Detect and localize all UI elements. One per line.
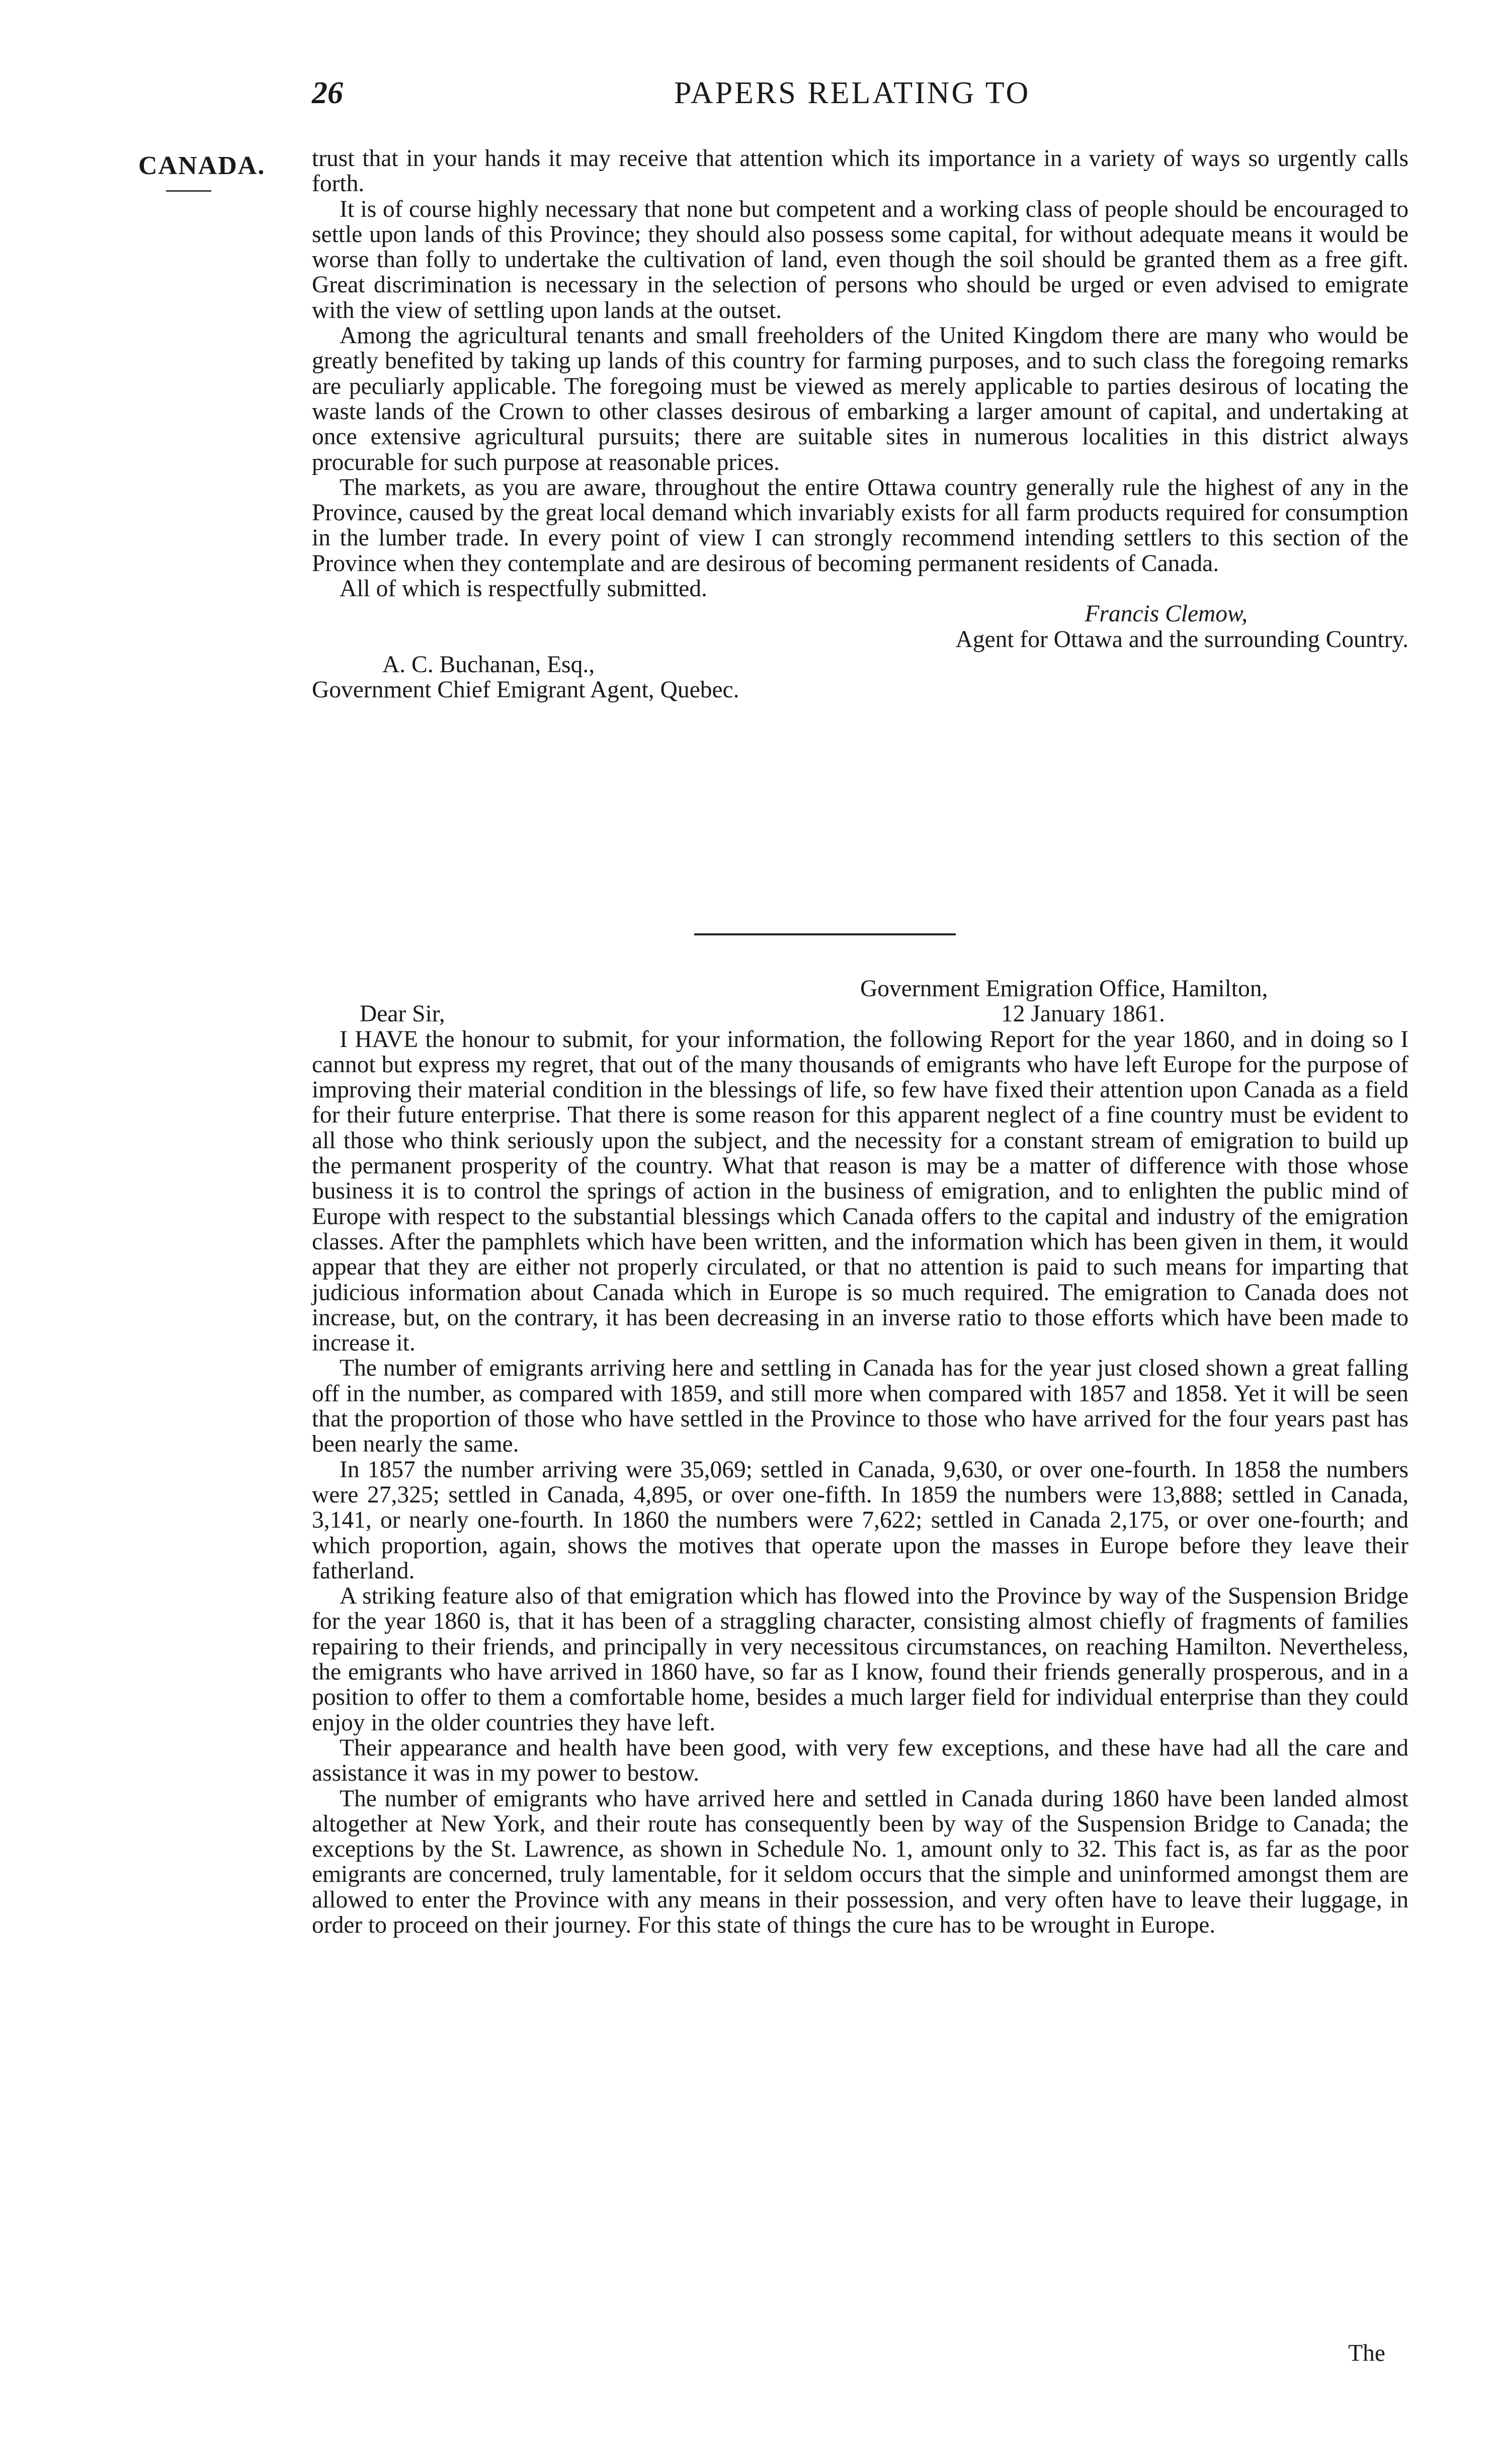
paragraph: In 1857 the number arriving were 35,069; settled in Canada, 9,630, or over one-fourth. In 1858 the numbers were 27,325; settled in Canada, 4,895, or over one-fifth. In 1859 the numbers were 13,888; settled in Canada, 3,141, or nearly one-fourth. In 1860 the numbers were 7,622; settled in Canada 2,175, or over one-fourth; and which proportion, again, shows the motives that operate upon the masses in Europe before they leave their fatherland.	[312, 1456, 1409, 1584]
dateline-place: Government Emigration Office, Hamilton,	[860, 976, 1268, 1002]
paragraph: The number of emigrants who have arrived here and settled in Canada during 1860 have been landed almost altogether at New York, and their route has consequently been by way of the Suspension Bridge to Canada; the exceptions by the St. Lawrence, as shown in Schedule No. 1, amount only to 32. This fact is, as far as the poor emigrants are concerned, truly lamentable, for it seldom occurs that the simple and uninformed amongst them are allowed to enter the Province with any means in their possession, and very often have to leave their luggage, in order to proceed on their journey. For this state of things the cure has to be wrought in Europe.	[312, 1785, 1409, 1938]
addressee-title: Government Chief Emigrant Agent, Quebec.	[312, 677, 739, 703]
paragraph: The markets, as you are aware, throughout the entire Ottawa country generally rule the highest of any in the Province, caused by the great local demand which invariably exists for all farm products required for consumption in the lumber trade. In every point of view I can strongly recommend intending settlers to this section of the Province when they contemplate and are desirous of becoming permanent residents of Canada.	[312, 474, 1409, 577]
margin-note: CANADA.	[138, 151, 266, 180]
margin-rule	[166, 190, 211, 192]
catchword: The	[1348, 2340, 1385, 2366]
addressee-name: A. C. Buchanan, Esq.,	[382, 651, 595, 678]
salutation: Dear Sir,	[360, 1001, 445, 1027]
paragraph: The number of emigrants arriving here and settling in Canada has for the year just closed shown a great falling off in the number, as compared with 1859, and still more when compared with 1857 and 1858. Yet it will be seen that the proportion of those who have settled in the Province to those who have arrived for the four years past has been nearly the same.	[312, 1355, 1409, 1458]
paragraph: I HAVE the honour to submit, for your information, the following Report for the year 1860, and in doing so I cannot but express my regret, that out of the many thousands of emigrants who have left Europe for the purpose of improving their material condition in the blessings of life, so few have fixed their attention upon Canada as a field for their future enterprise. That there is some reason for this apparent neglect of a fine country must be evident to all those who think seriously upon the subject, and the necessity for a constant stream of emigration to build up the permanent prosperity of the country. What that reason is may be a matter of difference with those whose business it is to control the springs of action in the business of emigration, and to enlighten the public mind of Europe with respect to the substantial blessings which Canada offers to the capital and industry of the emigration classes. After the pamphlets which have been written, and the information which has been given in them, it would appear that they are either not properly circulated, or that no attention is paid to such means for imparting that judicious information about Canada which in Europe is so much required. The emigration to Canada does not increase, but, on the contrary, it has been decreasing in an inverse ratio to those efforts which have been made to increase it.	[312, 1026, 1409, 1357]
signature-title: Agent for Ottawa and the surrounding Country.	[955, 626, 1409, 653]
paragraph: trust that in your hands it may receive that attention which its importance in a variety of ways so urgently calls forth.	[312, 145, 1409, 197]
paragraph: Among the agricultural tenants and small freeholders of the United Kingdom there are many who would be greatly benefited by taking up lands of this country for farming purposes, and to such class the foregoing remarks are peculiarly applicable. The foregoing must be viewed as merely applicable to parties desirous of locating the waste lands of the Crown to other classes desirous of embarking a larger amount of capital, and undertaking at once extensive agricultural pursuits; there are suitable sites in numerous localities in this district always procurable for such purpose at reasonable prices.	[312, 323, 1409, 475]
paragraph: It is of course highly necessary that none but competent and a working class of people should be encouraged to settle upon lands of this Province; they should also possess some capital, for without adequate means it would be worse than folly to undertake the cultivation of land, even though the soil should be granted them as a free gift. Great discrimination is necessary in the selection of persons who should be urged or even advised to emigrate with the view of settling upon lands at the outset.	[312, 196, 1409, 324]
section-separator	[694, 933, 956, 935]
paragraph: A striking feature also of that emigration which has flowed into the Province by way of the Suspension Bridge for the year 1860 is, that it has been of a straggling character, consisting almost chiefly of fragments of families repairing to their friends, and principally in very necessitous circumstances, on reaching Hamilton. Nevertheless, the emigrants who have arrived in 1860 have, so far as I know, found their friends generally prosperous, and in a position to offer to them a comfortable home, besides a much larger field for individual enterprise than they could enjoy in the older countries they have left.	[312, 1583, 1409, 1736]
letter-1-body	[312, 146, 1409, 703]
dateline-date: 12 January 1861.	[1001, 1001, 1165, 1027]
paragraph: Their appearance and health have been good, with very few exceptions, and these have had all the care and assistance it was in my power to bestow.	[312, 1734, 1409, 1787]
running-title: PAPERS RELATING TO	[674, 76, 1031, 110]
page-number: 26	[312, 76, 343, 110]
letter-2-body	[312, 976, 1409, 1938]
page-header	[312, 75, 1409, 121]
paragraph: All of which is respectfully submitted.	[340, 576, 707, 602]
signature-name: Francis Clemow,	[1085, 601, 1248, 627]
